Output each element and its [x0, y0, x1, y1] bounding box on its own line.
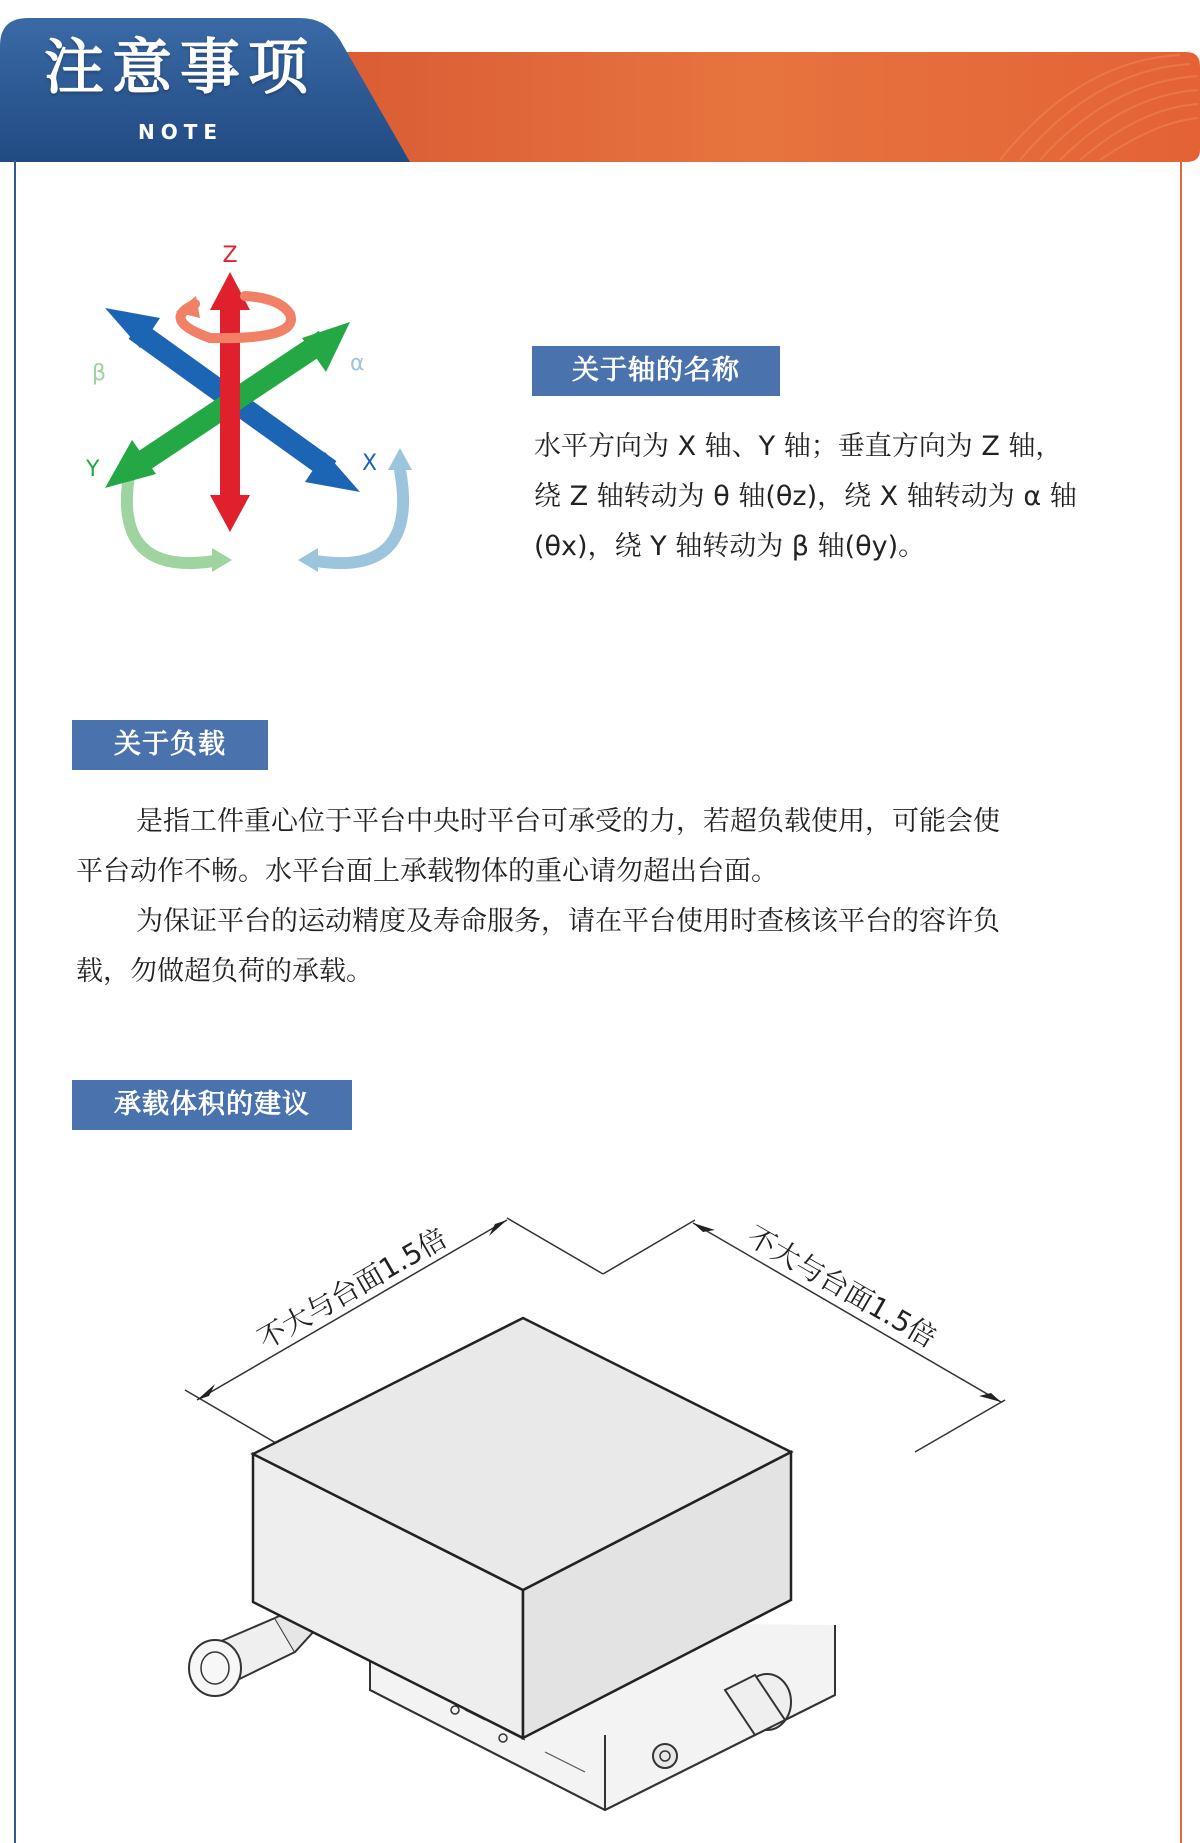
load-text-line-3: 为保证平台的运动精度及寿命服务，请在平台使用时查核该平台的容许负 [136, 906, 1000, 937]
x-axis-label: X [362, 451, 378, 476]
axes-section-tag: 关于轴的名称 [532, 346, 780, 396]
z-axis-label: Z [222, 243, 238, 268]
alpha-label: α [350, 351, 365, 376]
stage-illustration [185, 1190, 1015, 1843]
page-header [0, 0, 1200, 162]
load-text-line-2: 平台动作不畅。水平台面上承载物体的重心请勿超出台面。 [76, 856, 778, 887]
beta-rotation-arrow [127, 470, 220, 563]
header-title: 注意事项 [44, 33, 316, 103]
header-subtitle: NOTE [138, 120, 224, 144]
load-section-tag: 关于负载 [72, 720, 268, 770]
load-text-line-1: 是指工件重心位于平台中央时平台可承受的力，若超负载使用，可能会使 [136, 806, 1000, 837]
axes-diagram [86, 243, 440, 630]
y-axis-label: Y [86, 457, 100, 482]
load-text-line-4: 载，勿做超负荷的承载。 [76, 956, 373, 987]
volume-section-tag: 承载体积的建议 [72, 1080, 352, 1130]
dimension-label-left: 不大与台面1.5倍 [252, 1221, 453, 1357]
beta-label: β [92, 361, 107, 386]
axes-text-line-2: 绕 Z 轴转动为 θ 轴(θz)，绕 X 轴转动为 α 轴 [534, 481, 1077, 512]
axes-text-line-3: (θx)，绕 Y 轴转动为 β 轴(θy)。 [534, 531, 926, 562]
axes-text-line-1: 水平方向为 X 轴、Y 轴；垂直方向为 Z 轴， [534, 431, 1063, 462]
right-border [1180, 160, 1182, 1843]
dimension-label-right: 不大与台面1.5倍 [741, 1219, 943, 1355]
left-border [14, 160, 16, 1843]
